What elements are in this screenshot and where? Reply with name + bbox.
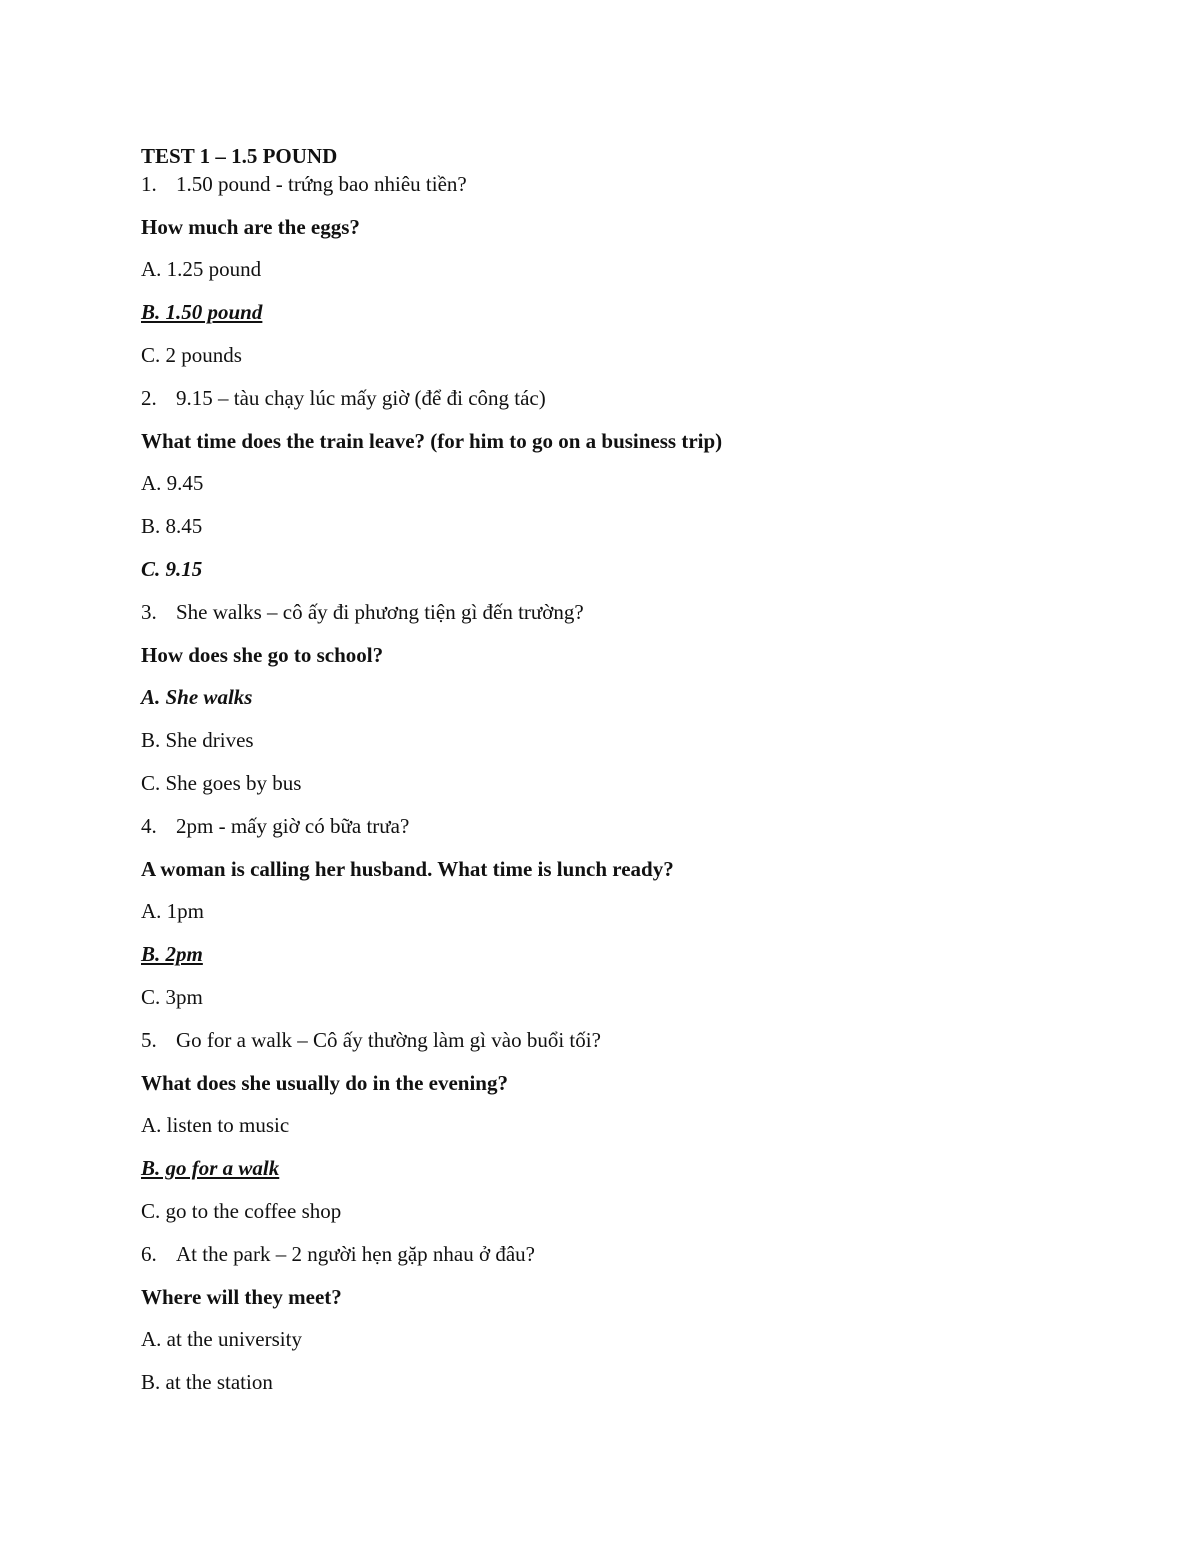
question-hint-line bbox=[141, 1241, 1101, 1267]
question-block-6 bbox=[141, 1241, 1101, 1395]
question-text: Where will they meet? bbox=[141, 1285, 342, 1309]
question-hint: 1.50 pound - trứng bao nhiêu tiền? bbox=[176, 172, 467, 196]
question-number: 5. bbox=[141, 1028, 157, 1052]
answer-option: A. 9.45 bbox=[141, 471, 204, 495]
question-block-1 bbox=[141, 171, 1101, 368]
question-hint-line bbox=[141, 813, 1101, 839]
answer-option: A. 1pm bbox=[141, 899, 204, 923]
question-hint: 2pm - mấy giờ có bữa trưa? bbox=[176, 814, 410, 838]
question-hint: Go for a walk – Cô ấy thường làm gì vào buổi tối? bbox=[176, 1028, 601, 1052]
answer-option-correct: B. 2pm bbox=[141, 942, 203, 966]
answer-option: C. go to the coffee shop bbox=[141, 1199, 342, 1223]
answer-option: C. 3pm bbox=[141, 985, 203, 1009]
question-hint-line bbox=[141, 1027, 1101, 1053]
question-block-3 bbox=[141, 599, 1101, 796]
question-text: How does she go to school? bbox=[141, 643, 384, 667]
answer-option: B. at the station bbox=[141, 1370, 273, 1394]
question-hint: At the park – 2 người hẹn gặp nhau ở đâu? bbox=[176, 1242, 535, 1266]
question-hint-line bbox=[141, 599, 1101, 625]
question-number: 3. bbox=[141, 600, 157, 624]
question-hint: 9.15 – tàu chạy lúc mấy giờ (để đi công tác) bbox=[176, 386, 546, 410]
question-text: How much are the eggs? bbox=[141, 215, 360, 239]
answer-option-correct: B. 1.50 pound bbox=[141, 300, 263, 324]
answer-option: C. She goes by bus bbox=[141, 771, 302, 795]
question-hint-line bbox=[141, 385, 1101, 411]
answer-option: A. at the university bbox=[141, 1327, 302, 1351]
question-block-4 bbox=[141, 813, 1101, 1010]
answer-option-correct: A. She walks bbox=[141, 685, 253, 709]
answer-option: C. 2 pounds bbox=[141, 343, 242, 367]
answer-option: A. listen to music bbox=[141, 1113, 290, 1137]
answer-option: A. 1.25 pound bbox=[141, 257, 262, 281]
answer-option: B. She drives bbox=[141, 728, 254, 752]
question-hint: She walks – cô ấy đi phương tiện gì đến trường? bbox=[176, 600, 584, 624]
question-block-2 bbox=[141, 385, 1101, 582]
question-block-5 bbox=[141, 1027, 1101, 1224]
question-text: What time does the train leave? (for him to go on a business trip) bbox=[141, 429, 723, 453]
question-number: 6. bbox=[141, 1242, 157, 1266]
answer-option-correct: C. 9.15 bbox=[141, 557, 203, 581]
document-content bbox=[141, 143, 1101, 1412]
question-number: 2. bbox=[141, 386, 157, 410]
answer-option-correct: B. go for a walk bbox=[141, 1156, 280, 1180]
document-title: TEST 1 – 1.5 POUND bbox=[141, 144, 338, 168]
answer-option: B. 8.45 bbox=[141, 514, 203, 538]
question-text: A woman is calling her husband. What time is lunch ready? bbox=[141, 857, 674, 881]
question-hint-line bbox=[141, 171, 1101, 197]
question-number: 1. bbox=[141, 172, 157, 196]
question-text: What does she usually do in the evening? bbox=[141, 1071, 508, 1095]
question-number: 4. bbox=[141, 814, 157, 838]
